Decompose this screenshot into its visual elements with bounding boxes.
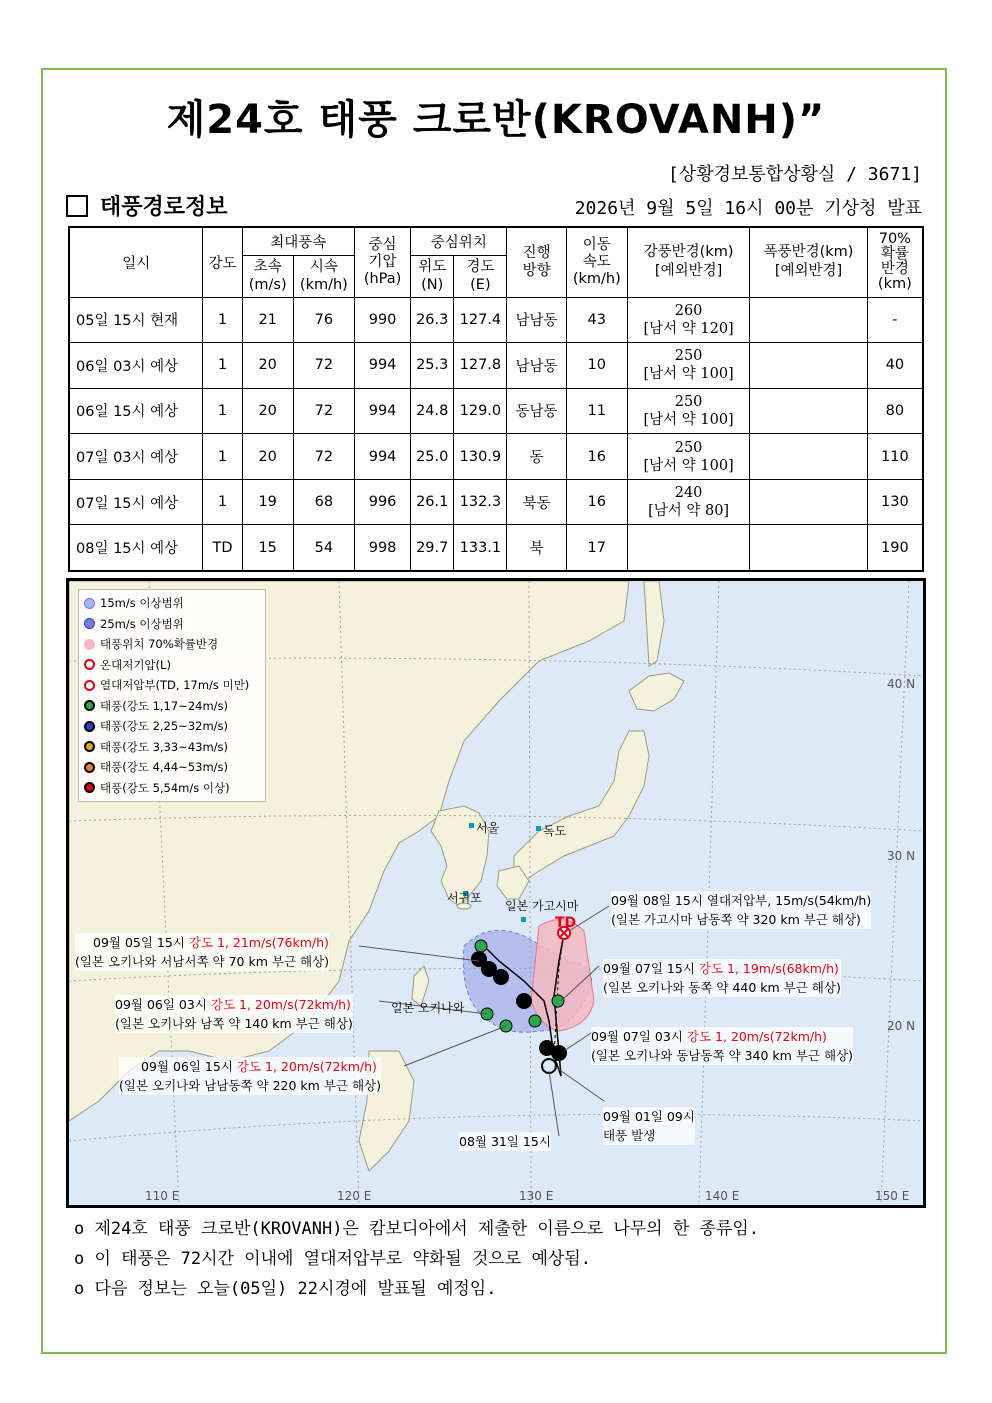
notice-item: o 다음 정보는 오늘(05일) 22시경에 발표될 예정임.	[74, 1279, 497, 1299]
cell-prob-radius: 110	[867, 434, 923, 480]
header-direction: 진행 방향	[507, 227, 566, 297]
strong-radius-exception: [남서 약 80]	[648, 503, 730, 520]
cell-wind-kmh: 76	[293, 297, 354, 343]
cell-strong-radius	[627, 343, 749, 389]
typhoon-2-icon	[84, 721, 95, 732]
header-wind-ms: 초속 (m/s)	[242, 255, 293, 297]
cell-direction: 북	[507, 525, 566, 571]
typhoon-1-icon	[84, 700, 95, 711]
header-strong-radius: 강풍반경(km) [예외반경]	[627, 227, 749, 297]
map-legend	[78, 589, 266, 802]
strong-radius-value: 250	[674, 348, 703, 365]
note-line: 09월 08일 15시 열대저압부, 15m/s(54km/h)	[611, 893, 872, 908]
cell-strong-radius	[627, 434, 749, 480]
cell-lon: 127.4	[454, 297, 507, 343]
cell-speed: 10	[566, 343, 627, 389]
td-label: TD	[555, 915, 577, 931]
table-row	[69, 525, 923, 571]
cell-datetime: 05일 15시 현재	[69, 297, 203, 343]
cell-speed: 17	[566, 525, 627, 571]
cell-prob-radius: 190	[867, 525, 923, 571]
note-date: 09월 06일 03시	[115, 997, 207, 1012]
circle-blue-icon	[84, 618, 95, 629]
note-location: (일본 오키나와 동남동쪽 약 340 km 부근 해상)	[591, 1048, 853, 1063]
cell-intensity: 1	[203, 297, 242, 343]
legend-label: 태풍(강도 5,54m/s 이상)	[100, 780, 230, 795]
header-intensity: 강도	[203, 227, 242, 297]
header-wind-kmh: 시속 (km/h)	[293, 255, 354, 297]
cell-strong-radius	[627, 388, 749, 434]
cell-lat: 29.7	[411, 525, 454, 571]
typhoon-4-icon	[84, 762, 95, 773]
axis-lon-120: 120 E	[337, 1189, 372, 1203]
cell-lon: 133.1	[454, 525, 507, 571]
cell-wind-kmh: 54	[293, 525, 354, 571]
note-05-15	[75, 933, 329, 971]
cell-lat: 24.8	[411, 388, 454, 434]
legend-item	[84, 614, 260, 635]
note-location: (일본 오키나와 서남서쪽 약 70 km 부근 해상)	[75, 954, 330, 969]
circle-light-blue-icon	[84, 598, 95, 609]
legend-item	[84, 696, 260, 717]
cell-wind-ms: 20	[242, 434, 293, 480]
cell-pressure: 998	[354, 525, 410, 571]
cell-wind-kmh: 72	[293, 434, 354, 480]
cell-direction: 북동	[507, 479, 566, 525]
note-06-15	[119, 1057, 381, 1095]
header-lon: 경도 (E)	[454, 255, 507, 297]
cell-prob-radius: 80	[867, 388, 923, 434]
note-line: (일본 가고시마 남동쪽 약 320 km 부근 해상)	[611, 912, 861, 927]
note-01-09	[603, 1107, 695, 1145]
cell-speed: 16	[566, 479, 627, 525]
note-intensity: 강도 1, 21m/s(76km/h)	[188, 935, 329, 950]
circle-pink-icon	[84, 639, 95, 650]
legend-item	[84, 675, 260, 696]
legend-item	[84, 655, 260, 676]
cell-datetime: 06일 03시 예상	[69, 343, 203, 389]
notice-list	[74, 1214, 759, 1304]
place-seoul: 서울	[476, 821, 500, 835]
axis-lat-20: 20 N	[887, 1019, 916, 1033]
notice-item: o 이 태풍은 72시간 이내에 열대저압부로 약화될 것으로 예상됨.	[74, 1249, 591, 1269]
axis-lon-130: 130 E	[519, 1189, 554, 1203]
note-line: 태풍 발생	[603, 1128, 656, 1143]
cell-wind-kmh: 72	[293, 388, 354, 434]
cell-prob-radius: 130	[867, 479, 923, 525]
legend-item	[84, 716, 260, 737]
cell-wind-ms: 20	[242, 343, 293, 389]
note-intensity: 강도 1, 20m/s(72km/h)	[236, 1059, 377, 1074]
place-dokdo: 독도	[543, 824, 567, 838]
strong-radius-value: 260	[674, 302, 703, 319]
note-intensity: 강도 1, 20m/s(72km/h)	[686, 1029, 827, 1044]
legend-label: 태풍(강도 1,17~24m/s)	[100, 698, 229, 713]
legend-item	[84, 593, 260, 614]
cell-pressure: 990	[354, 297, 410, 343]
cell-speed: 11	[566, 388, 627, 434]
strong-radius-value: 240	[674, 485, 703, 502]
note-location: (일본 오키나와 남남동쪽 약 220 km 부근 해상)	[119, 1078, 381, 1093]
place-kagoshima: 일본 가고시마	[505, 899, 579, 913]
axis-lon-110: 110 E	[145, 1189, 180, 1203]
cell-wind-ms: 20	[242, 388, 293, 434]
cell-prob-radius: 40	[867, 343, 923, 389]
axis-lon-150: 150 E	[875, 1189, 910, 1203]
cell-pressure: 994	[354, 343, 410, 389]
cell-storm-radius	[750, 297, 867, 343]
cell-intensity: 1	[203, 343, 242, 389]
cell-storm-radius	[750, 479, 867, 525]
cell-lat: 26.1	[411, 479, 454, 525]
cell-datetime: 07일 15시 예상	[69, 479, 203, 525]
legend-label: 태풍(강도 3,33~43m/s)	[100, 739, 229, 754]
strong-radius-exception: [남서 약 100]	[643, 457, 734, 474]
table-row	[69, 434, 923, 480]
typhoon-track-map	[66, 578, 926, 1208]
cell-lon: 127.8	[454, 343, 507, 389]
note-date: 09월 07일 03시	[591, 1029, 683, 1044]
cell-speed: 43	[566, 297, 627, 343]
legend-label: 열대저압부(TD, 17m/s 미만)	[100, 678, 250, 693]
typhoon-3-icon	[84, 741, 95, 752]
cell-direction: 동	[507, 434, 566, 480]
cell-wind-kmh: 68	[293, 479, 354, 525]
legend-label: 태풍(강도 4,44~53m/s)	[100, 760, 229, 775]
section-heading	[66, 190, 228, 221]
note-intensity: 강도 1, 20m/s(72km/h)	[210, 997, 351, 1012]
legend-label: 15m/s 이상범위	[100, 596, 184, 611]
header-center: 중심위치	[411, 227, 507, 255]
note-location: (일본 오키나와 남쪽 약 140 km 부근 해상)	[115, 1016, 353, 1031]
table-row	[69, 343, 923, 389]
cell-intensity: TD	[203, 525, 242, 571]
cell-prob-radius: -	[867, 297, 923, 343]
cell-direction: 동남동	[507, 388, 566, 434]
cell-pressure: 994	[354, 388, 410, 434]
strong-radius-exception: [남서 약 120]	[643, 320, 734, 337]
legend-item	[84, 778, 260, 799]
typhoon-track-table	[68, 226, 924, 572]
place-seogwipo: 서귀포	[447, 891, 482, 905]
legend-label: 온대저기압(L)	[100, 657, 171, 672]
table-row	[69, 297, 923, 343]
cell-intensity: 1	[203, 479, 242, 525]
note-date: 09월 06일 15시	[141, 1059, 233, 1074]
notice-item: o 제24호 태풍 크로반(KROVANH)은 캄보디아에서 제출한 이름으로 나무의 한 종류임.	[74, 1219, 759, 1239]
cell-speed: 16	[566, 434, 627, 480]
cell-lon: 132.3	[454, 479, 507, 525]
cell-intensity: 1	[203, 388, 242, 434]
extratropical-icon	[84, 659, 95, 670]
cell-lat: 25.0	[411, 434, 454, 480]
note-07-15	[603, 959, 841, 997]
header-pressure: 중심 기압 (hPa)	[354, 227, 410, 297]
axis-lat-30: 30 N	[887, 849, 916, 863]
cell-datetime: 07일 03시 예상	[69, 434, 203, 480]
checkbox-icon	[66, 195, 88, 217]
place-okinawa: 일본 오키나와	[391, 1001, 465, 1015]
header-datetime: 일시	[69, 227, 203, 297]
section-title: 태풍경로정보	[100, 195, 228, 220]
strong-radius-value: 250	[674, 439, 703, 456]
cell-wind-ms: 21	[242, 297, 293, 343]
cell-wind-ms: 15	[242, 525, 293, 571]
header-max-wind: 최대풍속	[242, 227, 354, 255]
cell-lat: 26.3	[411, 297, 454, 343]
cell-strong-radius	[627, 525, 749, 571]
note-08-31: 08월 31일 15시	[459, 1134, 551, 1149]
legend-label: 태풍위치 70%확률반경	[100, 637, 219, 652]
cell-wind-kmh: 72	[293, 343, 354, 389]
note-date: 09월 07일 15시	[603, 961, 695, 976]
table-row	[69, 388, 923, 434]
axis-lon-140: 140 E	[705, 1189, 740, 1203]
cell-wind-ms: 19	[242, 479, 293, 525]
cell-lat: 25.3	[411, 343, 454, 389]
header-storm-radius: 폭풍반경(km) [예외반경]	[750, 227, 867, 297]
cell-storm-radius	[750, 434, 867, 480]
note-06-03	[115, 995, 353, 1033]
cell-strong-radius	[627, 297, 749, 343]
cell-lon: 130.9	[454, 434, 507, 480]
cell-direction: 남남동	[507, 297, 566, 343]
cell-direction: 남남동	[507, 343, 566, 389]
cell-datetime: 06일 15시 예상	[69, 388, 203, 434]
cell-lon: 129.0	[454, 388, 507, 434]
legend-label: 25m/s 이상범위	[100, 616, 184, 631]
legend-item	[84, 757, 260, 778]
strong-radius-value: 250	[674, 393, 703, 410]
cell-storm-radius	[750, 343, 867, 389]
page-title: 제24호 태풍 크로반(KROVANH)”	[166, 97, 826, 143]
note-08-15	[611, 891, 871, 929]
issued-time: 2026년 9월 5일 16시 00분 기상청 발표	[574, 198, 922, 219]
td-icon	[84, 680, 95, 691]
strong-radius-exception: [남서 약 100]	[643, 366, 734, 383]
table-row	[69, 479, 923, 525]
header-speed: 이동 속도 (km/h)	[566, 227, 627, 297]
legend-item	[84, 737, 260, 758]
cell-pressure: 994	[354, 434, 410, 480]
cell-storm-radius	[750, 525, 867, 571]
note-location: (일본 오키나와 동쪽 약 440 km 부근 해상)	[603, 980, 841, 995]
header-lat: 위도 (N)	[411, 255, 454, 297]
axis-lat-40: 40 N	[887, 677, 916, 691]
legend-label: 태풍(강도 2,25~32m/s)	[100, 719, 229, 734]
strong-radius-exception: [남서 약 100]	[643, 411, 734, 428]
typhoon-5-icon	[84, 782, 95, 793]
office-label: [상황경보통합상황실 / 3671]	[667, 164, 922, 185]
note-date: 09월 05일 15시	[93, 935, 185, 950]
note-intensity: 강도 1, 19m/s(68km/h)	[698, 961, 839, 976]
cell-intensity: 1	[203, 434, 242, 480]
cell-storm-radius	[750, 388, 867, 434]
cell-datetime: 08일 15시 예상	[69, 525, 203, 571]
cell-pressure: 996	[354, 479, 410, 525]
note-line: 09월 01일 09시	[603, 1109, 695, 1124]
header-prob-radius: 70% 확률 반경 (km)	[867, 227, 923, 297]
cell-strong-radius	[627, 479, 749, 525]
note-07-03	[591, 1027, 853, 1065]
legend-item	[84, 634, 260, 655]
